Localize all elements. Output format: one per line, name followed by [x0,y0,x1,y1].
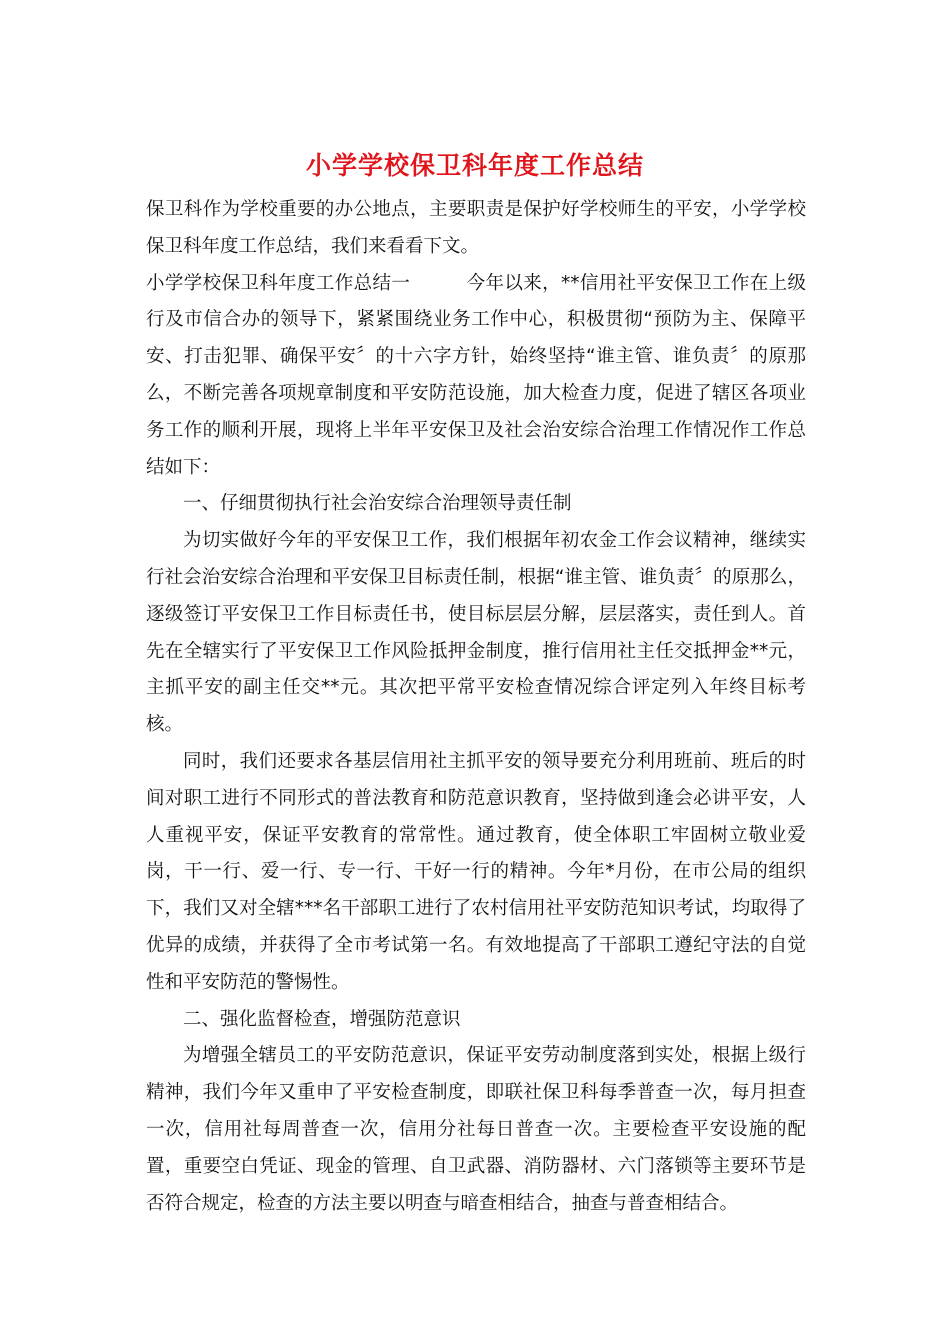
intro-paragraph: 保卫科作为学校重要的办公地点，主要职责是保护好学校师生的平安，小学学校保卫科年度工作总结，我们来看看下文。 [146,199,806,257]
document-body [146,192,806,1222]
section-label: 小学学校保卫科年度工作总结一 [146,272,411,294]
heading-one: 一、仔细贯彻执行社会治安综合治理领导责任制 [183,493,572,515]
heading-two: 二、强化监督检查，增强防范意识 [183,1008,461,1030]
document-title: 小学学校保卫科年度工作总结 [305,151,644,180]
paragraph-one: 为切实做好今年的平安保卫工作，我们根据年初农金工作会议精神，继续实行社会治安综合治理和平安保卫目标责任制，根据“谁主管、谁负责〞的原那么，逐级签订平安保卫工作目标责任书，使目标层层分解，层层落实，责任到人。首先在全辖实行了平安保卫工作风险抵押金制度，推行信用社主任交抵押金**元，主抓平安的副主任交**元。其次把平常平安检查情况综合评定列入年终目标考核。 [146,530,806,736]
section-lead-text: 今年以来，**信用社平安保卫工作在上级行及市信合办的领导下，紧紧围绕业务工作中心，积极贯彻“预防为主、保障平安、打击犯罪、确保平安〞的十六字方针，始终坚持“谁主管、谁负责〞的原那么，不断完善各项规章制度和平安防范设施，加大检查力度，促进了辖区各项业务工作的顺利开展，现将上半年平安保卫及社会治安综合治理工作情况作工作总结如下： [146,272,806,478]
section-one-paragraph [146,266,806,487]
paragraph-two: 同时，我们还要求各基层信用社主抓平安的领导要充分利用班前、班后的时间对职工进行不同形式的普法教育和防范意识教育，坚持做到逢会必讲平安，人人重视平安，保证平安教育的常常性。通过教育，使全体职工牢固树立敬业爱岗，干一行、爱一行、专一行、干好一行的精神。今年*月份，在市公局的组织下，我们又对全辖***名干部职工进行了农村信用社平安防范知识考试，均取得了优异的成绩，并获得了全市考试第一名。有效地提高了干部职工遵纪守法的自觉性和平安防范的警惕性。 [146,750,806,993]
paragraph-three: 为增强全辖员工的平安防范意识，保证平安劳动制度落到实处，根据上级行精神，我们今年又重申了平安检查制度，即联社保卫科每季普查一次，每月担查一次，信用社每周普查一次，信用分社每日普查一次。主要检查平安设施的配置，重要空白凭证、现金的管理、自卫武器、消防器材、六门落锁等主要环节是否符合规定，检查的方法主要以明查与暗查相结合，抽查与普查相结合。 [146,1045,806,1214]
